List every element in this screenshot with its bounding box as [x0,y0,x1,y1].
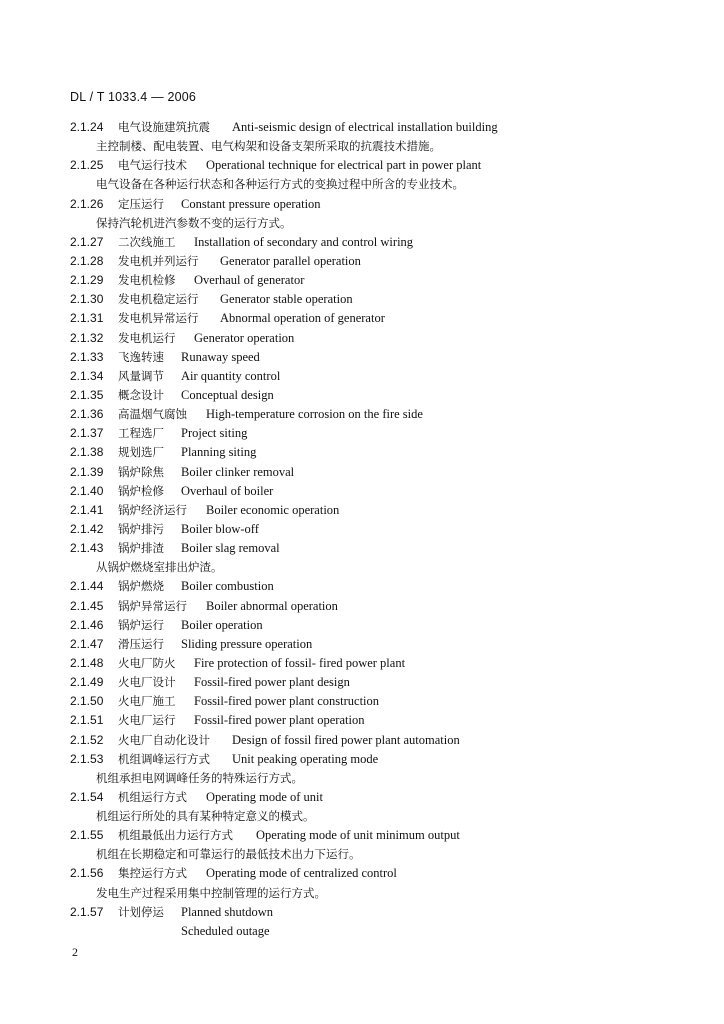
term-english: Generator parallel operation [220,253,361,268]
term-english: Installation of secondary and control wiring [194,234,414,249]
term-english: Fossil-fired power plant operation [194,713,365,728]
term-number: 2.1.37 [70,426,104,441]
term-number: 2.1.47 [70,636,104,651]
term-number: 2.1.43 [70,541,104,556]
term-english: Operating mode of unit minimum output [256,828,460,843]
term-entry [70,348,670,367]
term-english: Conceptual design [181,387,274,402]
term-number: 2.1.38 [70,445,104,460]
definition-text: 从锅炉燃烧室排出炉渣。 [96,560,223,575]
term-chinese: 发电机运行 [118,330,176,345]
term-entry [70,482,670,501]
term-english: Design of fossil fired power plant automation [232,732,460,747]
term-chinese: 锅炉排污 [118,521,164,536]
term-entry [70,654,670,673]
term-number: 2.1.27 [70,234,104,249]
term-entry [70,233,670,252]
term-english: Boiler economic operation [206,502,340,517]
term-entry [70,405,670,424]
term-entry [70,271,670,290]
term-chinese: 发电机检修 [118,273,176,288]
term-number: 2.1.41 [70,502,104,517]
term-definition [70,137,670,156]
term-number: 2.1.51 [70,713,104,728]
term-chinese: 火电厂运行 [118,713,176,728]
term-definition [70,845,670,864]
term-number: 2.1.57 [70,904,104,919]
term-number: 2.1.31 [70,311,104,326]
term-number: 2.1.35 [70,387,104,402]
term-chinese: 概念设计 [118,387,164,402]
term-english: Runaway speed [181,349,260,364]
term-entry [70,290,670,309]
term-number: 2.1.45 [70,598,104,613]
term-chinese: 机组运行方式 [118,789,187,804]
term-entry [70,616,670,635]
term-english: Planning siting [181,445,257,460]
term-english: Air quantity control [181,368,281,383]
term-number: 2.1.50 [70,694,104,709]
term-number: 2.1.40 [70,483,104,498]
term-english: Fire protection of fossil- fired power plant [194,655,406,670]
term-entry [70,577,670,596]
term-number: 2.1.30 [70,292,104,307]
term-chinese: 电气设施建筑抗震 [118,120,210,134]
term-entry [70,539,670,558]
term-english: Boiler combustion [181,579,274,594]
term-entry [70,386,670,405]
document-header: DL / T 1033.4 — 2006 [70,90,197,104]
term-chinese: 计划停运 [118,904,164,919]
term-chinese: 锅炉除焦 [118,464,164,479]
term-english: Constant pressure operation [181,196,321,211]
definition-text: 机组运行所处的具有某种特定意义的模式。 [96,809,315,824]
term-english: Operational technique for electrical part in power plant [206,158,482,173]
term-chinese: 锅炉检修 [118,483,164,498]
term-list [70,118,670,941]
term-english: Project siting [181,426,248,441]
term-english: High-temperature corrosion on the fire side [206,407,423,422]
term-entry [70,673,670,692]
term-entry [70,826,670,845]
term-definition [70,769,670,788]
term-chinese: 火电厂施工 [118,694,176,709]
term-number: 2.1.25 [70,158,104,173]
term-english: Anti-seismic design of electrical installation building [232,120,498,134]
term-chinese: 发电机异常运行 [118,311,199,326]
term-english: Boiler blow-off [181,521,259,536]
term-english: Boiler operation [181,617,263,632]
term-chinese: 锅炉排渣 [118,541,164,556]
term-definition [70,175,670,194]
term-entry [70,443,670,462]
term-chinese: 飞逸转速 [118,349,164,364]
term-chinese: 火电厂自动化设计 [118,732,210,747]
term-english: Generator operation [194,330,295,345]
term-entry [70,635,670,654]
term-continuation [70,922,670,941]
definition-text: 保持汽轮机进汽参数不变的运行方式。 [96,215,292,230]
term-entry [70,711,670,730]
term-number: 2.1.54 [70,789,104,804]
term-number: 2.1.29 [70,273,104,288]
term-definition [70,558,670,577]
term-number: 2.1.56 [70,866,104,881]
term-entry [70,156,670,175]
definition-text: 发电生产过程采用集中控制管理的运行方式。 [96,885,326,900]
term-chinese: 高温烟气腐蚀 [118,407,187,422]
term-entry [70,520,670,539]
term-chinese: 火电厂防火 [118,655,176,670]
term-chinese: 规划选厂 [118,445,164,460]
term-number: 2.1.46 [70,617,104,632]
term-number: 2.1.33 [70,349,104,364]
term-number: 2.1.28 [70,253,104,268]
term-english: Planned shutdown [181,904,274,919]
term-entry [70,367,670,386]
term-entry [70,692,670,711]
term-english: Overhaul of boiler [181,483,274,498]
term-entry [70,903,670,922]
term-chinese: 机组调峰运行方式 [118,751,210,766]
definition-text: 电气设备在各种运行状态和各种运行方式的变换过程中所含的专业技术。 [96,177,464,192]
term-english: Fossil-fired power plant construction [194,694,380,709]
term-entry [70,597,670,616]
term-english: Operating mode of unit [206,789,323,804]
term-english: Boiler abnormal operation [206,598,338,613]
term-chinese: 锅炉异常运行 [118,598,187,613]
term-number: 2.1.53 [70,751,104,766]
term-english: Generator stable operation [220,292,353,307]
term-number: 2.1.52 [70,732,104,747]
term-entry [70,195,670,214]
term-entry [70,424,670,443]
term-number: 2.1.34 [70,368,104,383]
term-chinese: 火电厂设计 [118,675,176,690]
term-entry [70,864,670,883]
term-number: 2.1.32 [70,330,104,345]
term-number: 2.1.42 [70,521,104,536]
term-number: 2.1.48 [70,655,104,670]
definition-text: 机组在长期稳定和可靠运行的最低技术出力下运行。 [96,847,361,862]
term-number: 2.1.24 [70,120,104,134]
term-chinese: 风量调节 [118,368,164,383]
term-entry [70,788,670,807]
term-entry [70,463,670,482]
term-definition [70,884,670,903]
term-chinese: 发电机并列运行 [118,253,199,268]
definition-text: 机组承担电网调峰任务的特殊运行方式。 [96,770,303,785]
term-english: Sliding pressure operation [181,636,313,651]
term-entry [70,252,670,271]
definition-text: 主控制楼、配电装置、电气构架和设备支架所采取的抗震技术措施。 [96,139,441,154]
term-english: Boiler slag removal [181,541,280,556]
term-number: 2.1.49 [70,675,104,690]
term-entry [70,731,670,750]
term-chinese: 锅炉运行 [118,617,164,632]
term-english-alt: Scheduled outage [181,923,270,938]
term-english: Operating mode of centralized control [206,866,397,881]
term-english: Abnormal operation of generator [220,311,385,326]
term-chinese: 工程选厂 [118,426,164,441]
term-chinese: 定压运行 [118,196,164,211]
term-chinese: 锅炉燃烧 [118,579,164,594]
term-entry [70,750,670,769]
term-chinese: 电气运行技术 [118,158,187,173]
term-english: Unit peaking operating mode [232,751,379,766]
term-definition [70,807,670,826]
term-number: 2.1.55 [70,828,104,843]
term-entry [70,329,670,348]
term-number: 2.1.36 [70,407,104,422]
term-english: Fossil-fired power plant design [194,675,350,690]
term-chinese: 滑压运行 [118,636,164,651]
term-chinese: 锅炉经济运行 [118,502,187,517]
term-entry [70,309,670,328]
term-number: 2.1.26 [70,196,104,211]
page-number: 2 [72,945,78,959]
term-english: Boiler clinker removal [181,464,295,479]
term-number: 2.1.39 [70,464,104,479]
term-chinese: 机组最低出力运行方式 [118,828,233,843]
term-entry [70,501,670,520]
term-number: 2.1.44 [70,579,104,594]
term-entry [70,118,670,137]
term-chinese: 二次线施工 [118,234,176,249]
term-definition [70,214,670,233]
term-english: Overhaul of generator [194,273,305,288]
term-chinese: 集控运行方式 [118,866,187,881]
term-chinese: 发电机稳定运行 [118,292,199,307]
